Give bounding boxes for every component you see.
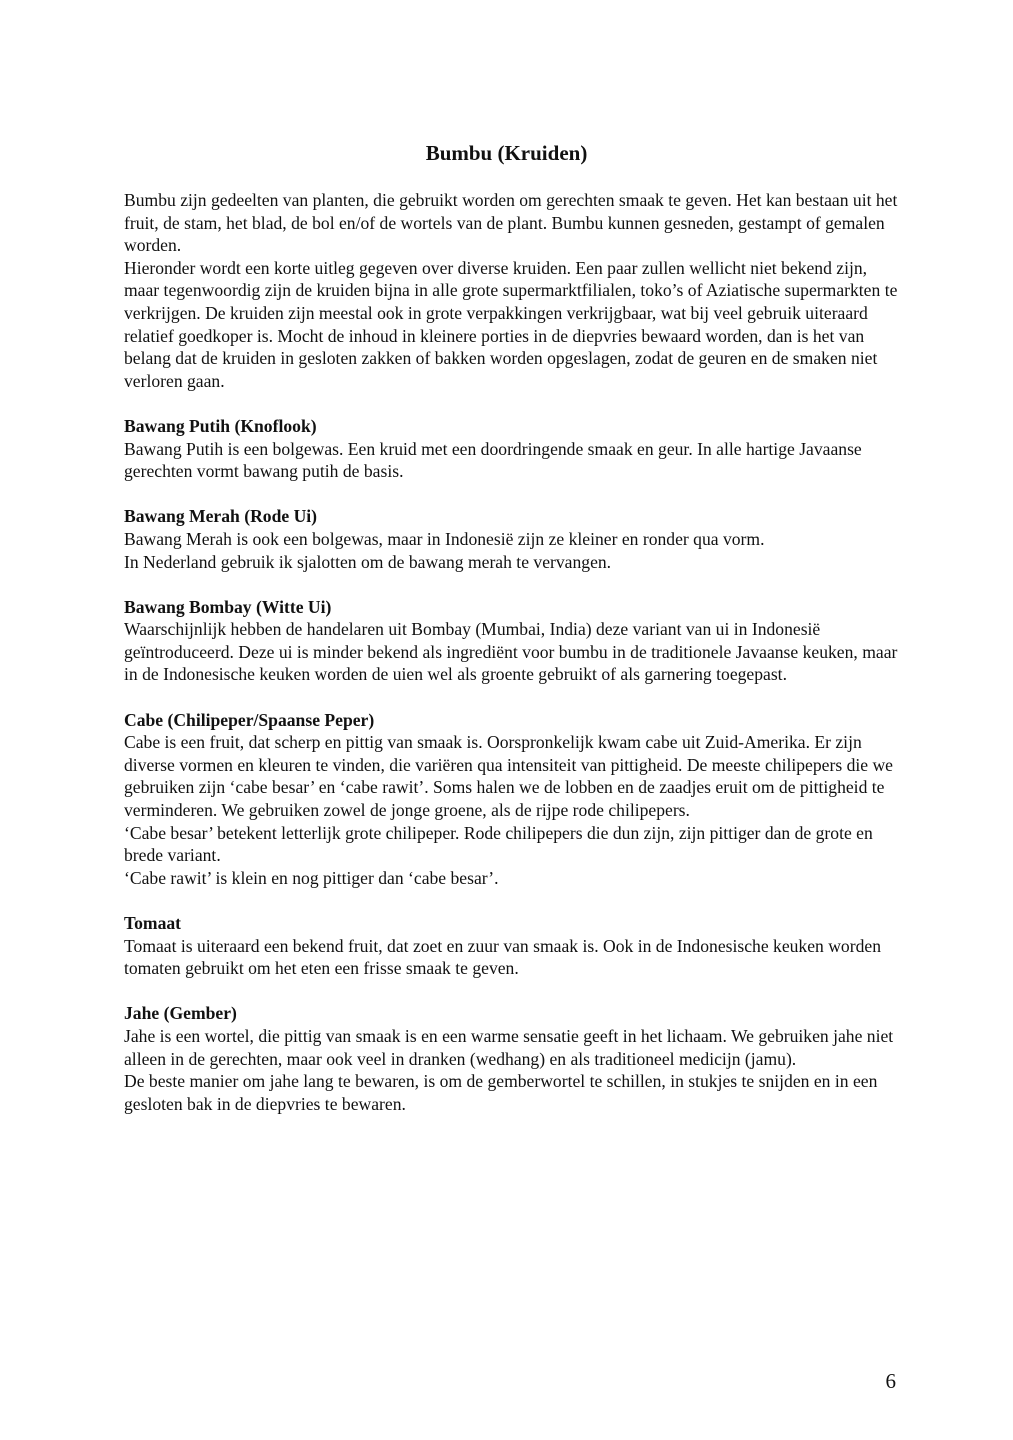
section-paragraph: De beste manier om jahe lang te bewaren, is om de gemberwortel te schillen, in stukjes te snijden en in een gesloten bak in de diepvries te bewaren.	[124, 1071, 878, 1114]
section-heading: Bawang Bombay (Witte Ui)	[124, 596, 332, 617]
section-heading: Bawang Putih (Knoflook)	[124, 415, 317, 436]
section-heading: Bawang Merah (Rode Ui)	[124, 506, 318, 527]
document-body	[124, 189, 899, 1115]
section-jahe	[124, 1002, 899, 1115]
intro	[124, 189, 899, 392]
section-heading: Cabe (Chilipeper/Spaanse Peper)	[124, 709, 375, 730]
section-bawang-bombay	[124, 596, 899, 686]
section-heading: Tomaat	[124, 913, 182, 933]
section-paragraph: ‘Cabe rawit’ is klein en nog pittiger dan ‘cabe besar’.	[124, 867, 499, 888]
section-paragraph: Bawang Putih is een bolgewas. Een kruid met een doordringende smaak en geur. In alle hartige Javaanse gerechten vormt bawang putih de basis.	[124, 438, 862, 482]
intro-paragraph: Hieronder wordt een korte uitleg gegeven over diverse kruiden. Een paar zullen wellicht niet bekend zijn, maar tegenwoordig zijn de kruiden bijna in alle grote supermarktfilialen, toko’s of Aziatische supermarkten te verkrijgen. De kruiden zijn meestal ook in grote verpakkingen verkrijgbaar, wat bij veel gebruik uiteraard relatief goedkoper is. Mocht de inhoud in kleinere porties in de diepvries bewaard worden, dan is het van belang dat de kruiden in gesloten zakken of bakken worden opgeslagen, zodat de geuren en de smaken niet verloren gaan.	[124, 257, 898, 391]
section-tomaat	[124, 912, 899, 980]
section-bawang-merah	[124, 505, 899, 573]
section-paragraph: Bawang Merah is ook een bolgewas, maar in Indonesië zijn ze kleiner en ronder qua vorm.	[124, 528, 765, 549]
intro-paragraph: Bumbu zijn gedeelten van planten, die gebruikt worden om gerechten smaak te geven. Het kan bestaan uit het fruit, de stam, het blad, de bol en/of de wortels van de plant. Bumbu kunnen gesneden, gestampt of gemalen worden.	[124, 190, 898, 256]
section-paragraph: Waarschijnlijk hebben de handelaren uit Bombay (Mumbai, India) deze variant van ui in Indonesië geïntroduceerd. Deze ui is minder bekend als ingrediënt voor bumbu in de traditionele Javaanse keuken, maar in de Indonesische keuken worden de uien wel als groente gebruikt of als garnering toegepast.	[124, 619, 898, 685]
section-paragraph: In Nederland gebruik ik sjalotten om de bawang merah te vervangen.	[124, 551, 612, 572]
section-paragraph: ‘Cabe besar’ betekent letterlijk grote chilipeper. Rode chilipepers die dun zijn, zijn pittiger dan de grote en brede variant.	[124, 822, 873, 866]
section-cabe	[124, 709, 899, 890]
section-bawang-putih	[124, 415, 899, 483]
section-paragraph: Tomaat is uiteraard een bekend fruit, dat zoet en zuur van smaak is. Ook in de Indonesische keuken worden tomaten gebruikt om het eten een frisse smaak te geven.	[124, 935, 881, 979]
section-paragraph: Cabe is een fruit, dat scherp en pittig van smaak is. Oorspronkelijk kwam cabe uit Zuid-Amerika. Er zijn diverse vormen en kleuren te vinden, die variëren qua intensiteit van pittigheid. De meeste chilipepers die we gebruiken zijn ‘cabe besar’ en ‘cabe rawit’. Soms halen we de lobben en de zaadjes eruit om de pittigheid te verminderen. We gebruiken zowel de jonge groene, als de rijpe rode chilipepers.	[124, 732, 893, 821]
section-heading: Jahe (Gember)	[124, 1003, 237, 1024]
page-number: 6	[885, 1369, 896, 1393]
page-title: Bumbu (Kruiden)	[425, 141, 588, 165]
section-paragraph: Jahe is een wortel, die pittig van smaak is en een warme sensatie geeft in het lichaam. We gebruiken jahe niet alleen in de gerechten, maar ook veel in dranken (wedhang) en als traditioneel medicijn (jamu).	[124, 1025, 894, 1069]
